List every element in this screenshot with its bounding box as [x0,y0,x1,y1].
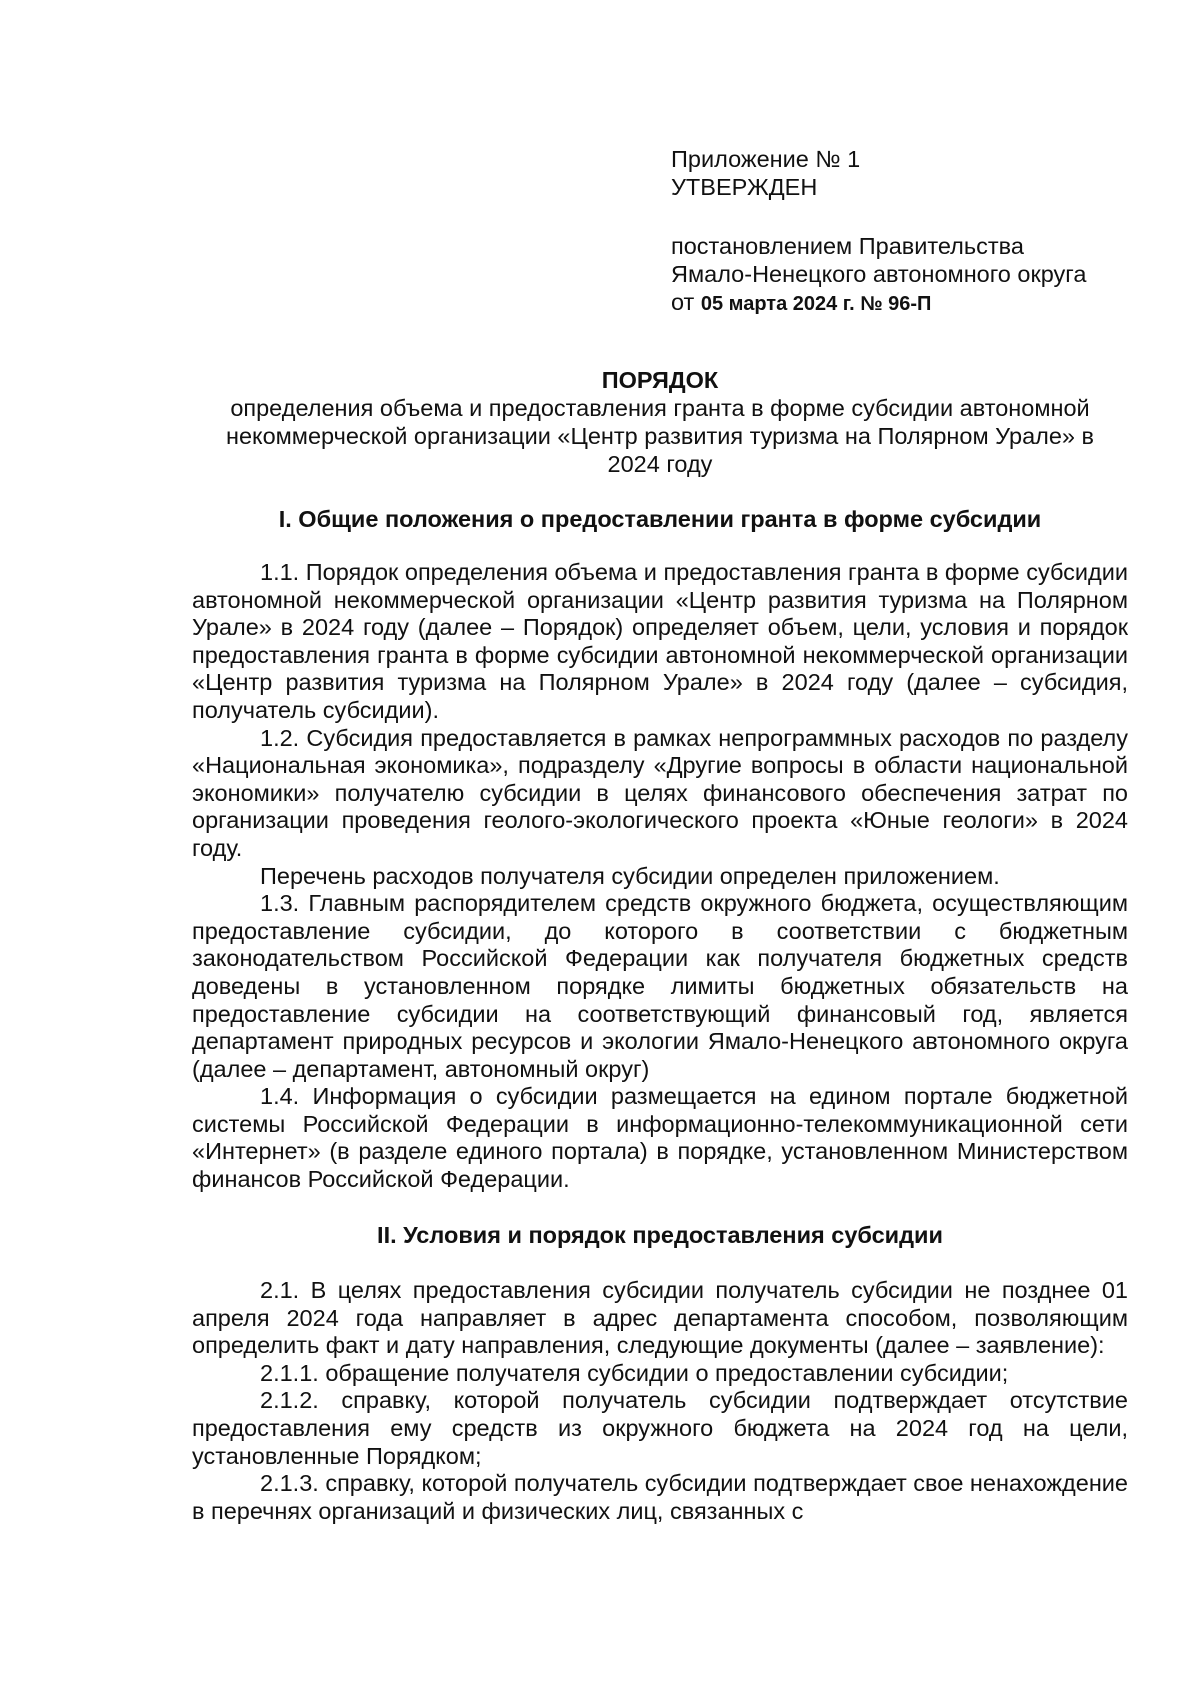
approval-date-prefix: от [671,289,695,315]
paragraph-2-1-3: 2.1.3. справку, которой получатель субсидии подтверждает свое ненахождение в перечнях организаций и физических лиц, связанных с [192,1470,1128,1524]
section-1-heading: I. Общие положения о предоставлении гранта в форме субсидии [278,506,1042,532]
paragraph-1-1: 1.1. Порядок определения объема и предоставления гранта в форме субсидии автономной некоммерческой организации «Центр развития туризма на Полярном Урале» в 2024 году (далее – Порядок) определяет объем, цели, условия и порядок предоставления гранта в форме субсидии автономной некоммерческой организации «Центр развития туризма на Полярном Урале» в 2024 году (далее – субсидия, получатель субсидии). [192,559,1128,723]
paragraph-1-2: 1.2. Субсидия предоставляется в рамках непрограммных расходов по разделу «Национальная экономика», подразделу «Другие вопросы в области национальной экономики» получателю субсидии в целях финансового обеспечения затрат по организации проведения геолого-экологического проекта «Юные геологи» в 2024 году. [192,724,1128,861]
approval-date-line [671,288,1141,318]
approval-authority-line2: Ямало-Ненецкого автономного округа [671,261,1087,287]
paragraph-2-1-2: 2.1.2. справку, которой получатель субсидии подтверждает отсутствие предоставления ему средств из окружного бюджета на 2024 год на цели, установленные Порядком; [192,1387,1128,1469]
paragraph-expense-list: Перечень расходов получателя субсидии определен приложением. [260,862,1000,889]
approval-date: 05 марта 2024 г. № 96-П [700,293,932,315]
title-main: ПОРЯДОК [601,367,719,393]
section-1-body [192,559,1128,1194]
approved-label: УТВЕРЖДЕН [671,174,818,200]
section-2-body [192,1277,1128,1525]
paragraph-1-4: 1.4. Информация о субсидии размещается на едином портале бюджетной системы Российской Федерации в информационно-телекоммуникационной сети «Интернет» (в разделе единого портала) в порядке, установленном Министерством финансов Российской Федерации. [192,1083,1128,1193]
section-2-heading: II. Условия и порядок предоставления субсидии [377,1222,943,1248]
appendix-number: Приложение № 1 [671,146,861,172]
paragraph-2-1: 2.1. В целях предоставления субсидии получатель субсидии не позднее 01 апреля 2024 года направляет в адрес департамента способом, позволяющим определить факт и дату направления, следующие документы (далее – заявление): [192,1277,1128,1359]
paragraph-2-1-1: 2.1.1. обращение получателя субсидии о предоставлении субсидии; [260,1359,1009,1386]
approval-stamp [671,145,1141,318]
paragraph-1-3: 1.3. Главным распорядителем средств окружного бюджета, осуществляющим предоставление субсидии, до которого в соответствии с бюджетным законодательством Российской Федерации как получателя бюджетных средств доведены в установленном порядке лимиты бюджетных обязательств на предоставление субсидии на соответствующий финансовый год, является департамент природных ресурсов и экологии Ямало-Ненецкого автономного округа (далее – департамент, автономный округ) [192,890,1128,1082]
title-subtitle: определения объема и предоставления гранта в форме субсидии автономной некоммерческой организации «Центр развития туризма на Полярном Урале» в 2024 году [225,395,1095,477]
document-title [190,366,1130,478]
approval-authority-line1: постановлением Правительства [671,233,1024,259]
